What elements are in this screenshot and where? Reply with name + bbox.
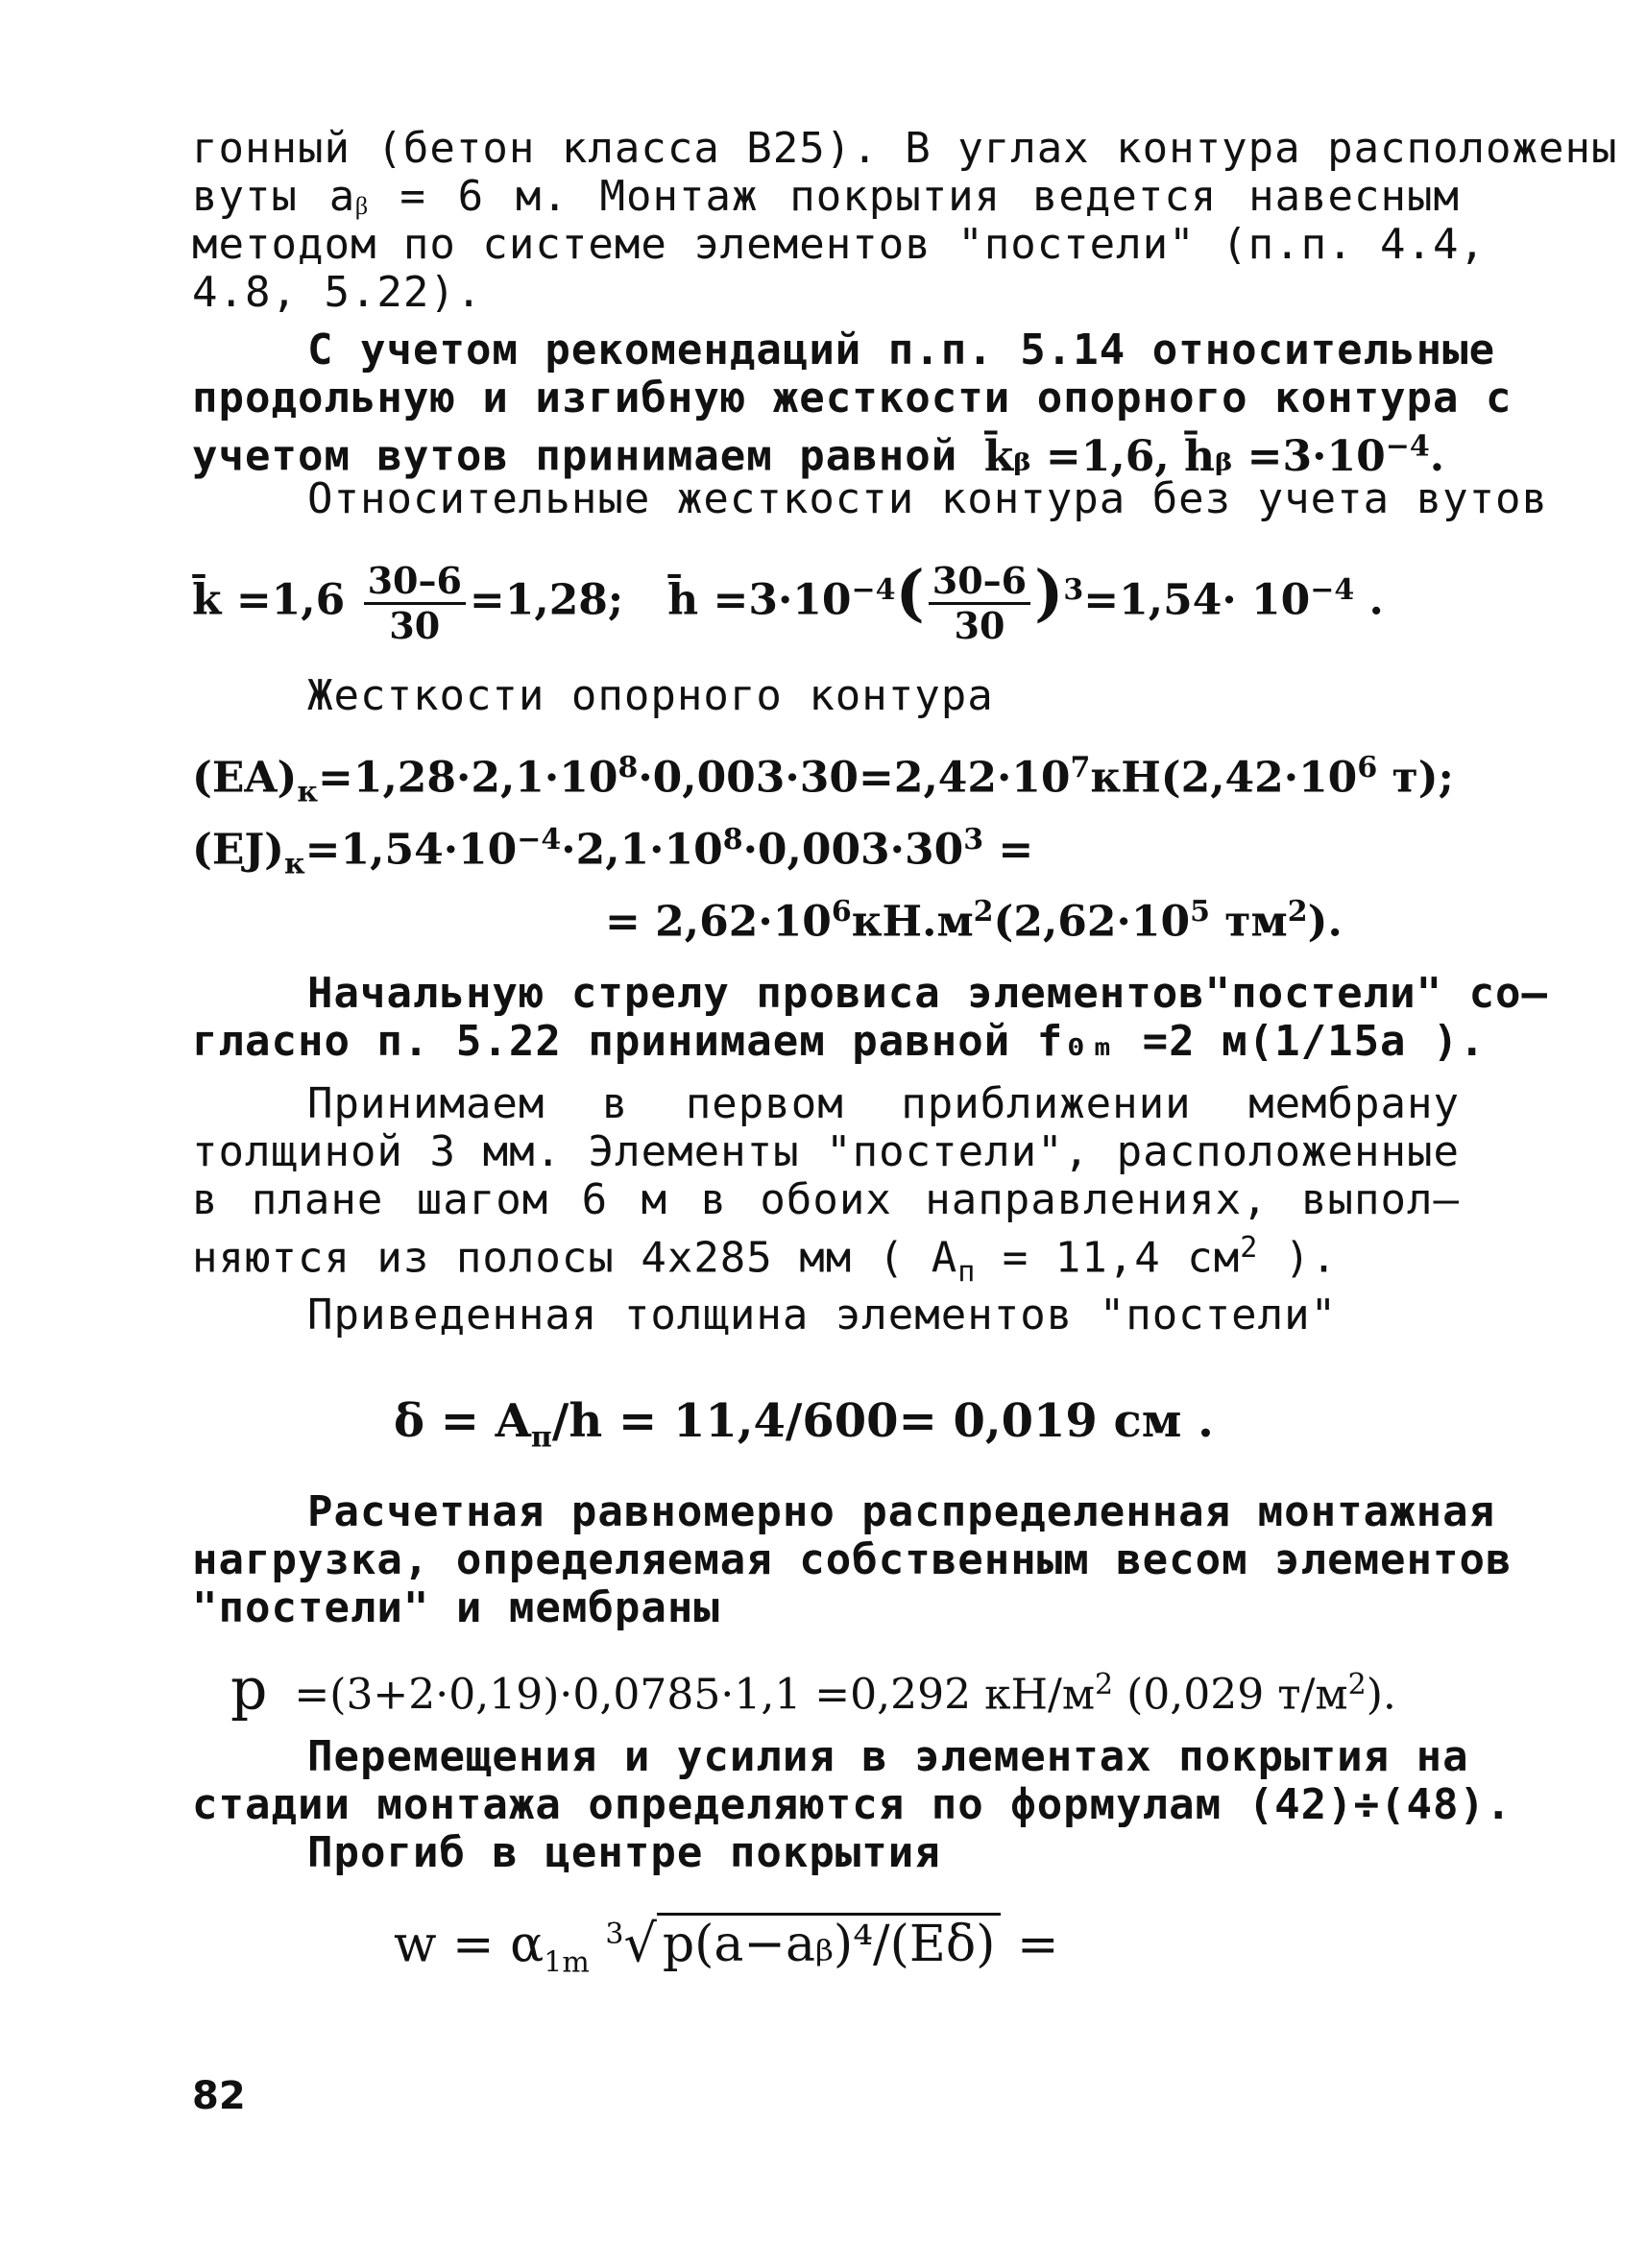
term: = [983, 825, 1034, 875]
delta-rhs: /h = 11,4/600= 0,019 см . [551, 1394, 1214, 1448]
text-line: продольную и изгибную жесткости опорного контура с [192, 374, 1513, 422]
text-line: Приведенная толщина элементов "постели" [307, 1291, 1338, 1339]
exponent: 8 [617, 751, 639, 784]
exponent: 7 [1070, 751, 1091, 784]
exponent: 2 [1095, 1668, 1114, 1701]
term: = 2,62·10 [605, 897, 832, 947]
exponent: 6 [1357, 751, 1378, 784]
text-line: Прогиб в центре покрытия [307, 1828, 941, 1877]
fraction-denominator: 30 [389, 603, 441, 647]
superscript: 2 [1240, 1231, 1259, 1265]
subscript: 1m [544, 1945, 590, 1980]
equation-deflection [394, 1896, 1354, 1983]
fraction-denominator: 30 [954, 603, 1005, 647]
text-line: Расчетная равномерно распределенная монтажная [307, 1487, 1496, 1536]
term: тм [1209, 897, 1288, 947]
equation-reduced-thickness [394, 1394, 1354, 1462]
equation-bending-stiffness [192, 816, 1460, 888]
k-result: =1,28; [469, 575, 624, 625]
radicand: p(a−aᵦ)⁴/(Eδ) [657, 1913, 1002, 1973]
subscript: п [957, 1255, 977, 1290]
k-coefficient: =1,6 [221, 575, 346, 625]
text-line: Начальную стрелу провиса элементов"постели" со– [307, 969, 1549, 1018]
h-coefficient: =3·10 [698, 575, 852, 625]
exponent: 2 [973, 895, 994, 929]
term: ·2,1·10 [561, 825, 723, 875]
equation-relative-stiffness [192, 538, 1460, 647]
term: ). [1307, 897, 1343, 947]
text-line: "постели" и мембраны [192, 1583, 720, 1632]
cube-exponent: 3 [1063, 573, 1084, 607]
text-line: в плане шагом 6 м в обоих направлениях, выпол– [192, 1175, 1460, 1224]
stiffness-base: k̄ᵦ =1,6, h̄ᵦ =3·10 [983, 431, 1386, 481]
term: =1,54·10 [304, 825, 518, 875]
k-symbol: k̄ [192, 575, 222, 625]
exponent: 8 [722, 823, 743, 857]
fraction-numerator: 30–6 [364, 560, 466, 605]
equation-bending-result [605, 888, 1469, 947]
period: . [1368, 575, 1384, 625]
paren-close: ) [1034, 557, 1064, 630]
text-line: Перемещения и усилия в элементах покрытия на [307, 1732, 1469, 1781]
exponent: 2 [1347, 1668, 1367, 1701]
term: кН.м [851, 897, 974, 947]
exponent: 2 [1287, 895, 1308, 929]
text-line: стадии монтажа определяются по формулам (42)÷(48). [192, 1780, 1513, 1829]
exponent: 3 [963, 823, 984, 857]
exponent: −4 [517, 823, 562, 857]
text-line: Относительные жесткости контура без учета вутов [307, 474, 1549, 523]
text-line: нагрузка, определяемая собственным весом элементов [192, 1535, 1513, 1584]
equation-axial-stiffness [192, 744, 1460, 816]
term: =(3+2·0,19)·0,0785·1,1 =0,292 кН/м [294, 1670, 1096, 1720]
h-exponent: −4 [851, 573, 896, 607]
stiffness-values [983, 429, 1445, 481]
term: т); [1377, 753, 1454, 803]
term: (2,62·10 [993, 897, 1191, 947]
text-line: С учетом рекомендаций п.п. 5.14 относительные [307, 326, 1496, 374]
text-fragment: = 11,4 см [976, 1233, 1241, 1283]
fraction-numerator: 30–6 [929, 560, 1030, 605]
root-index: 3 [605, 1918, 624, 1951]
term: ·0,003·30 [742, 825, 964, 875]
term: =1,28·2,1·10 [317, 753, 618, 803]
w-lhs: w = α [394, 1916, 545, 1974]
h-symbol: h̄ [667, 575, 699, 625]
stiffness-exponent: −4 [1385, 429, 1430, 463]
fraction [929, 560, 1030, 647]
text-line: 4.8, 5.22). [192, 268, 483, 317]
text-line: толщиной 3 мм. Элементы "постели", расположенные [192, 1127, 1460, 1176]
fraction [364, 560, 466, 647]
text-fragment: учетом вутов принимаем равной [192, 431, 958, 481]
text-line [192, 422, 1460, 481]
text-fragment: няются из полосы 4х285 мм ( A [192, 1233, 958, 1283]
radical-sign: √ [623, 1913, 657, 1974]
subscript: к [297, 775, 318, 809]
h-result: =1,54· 10 [1083, 575, 1311, 625]
exponent: 5 [1190, 895, 1210, 929]
term: кН(2,42·10 [1090, 753, 1358, 803]
text-line [192, 1224, 1460, 1296]
term: (0,029 т/м [1113, 1670, 1348, 1720]
paren-open: ( [895, 557, 925, 630]
subscript: п [530, 1420, 552, 1455]
subscript: к [284, 847, 305, 881]
ea-symbol: (EA) [192, 753, 298, 803]
page-number: 82 [192, 2074, 246, 2118]
stiffness-end: . [1429, 431, 1445, 481]
equation-load [230, 1655, 1479, 1724]
term: ·0,003·30=2,42·10 [638, 753, 1071, 803]
exponent: 6 [831, 895, 852, 929]
text-fragment: ). [1258, 1233, 1338, 1283]
text-line: вуты aᵦ = 6 м. Монтаж покрытия ведется навесным [192, 172, 1460, 221]
delta-lhs: δ = A [394, 1394, 531, 1448]
ej-symbol: (EJ) [192, 825, 284, 875]
h-result-exponent: −4 [1310, 573, 1355, 607]
p-symbol: p [230, 1655, 268, 1724]
text-line: гонный (бетон класса В25). В углах контура расположены [192, 124, 1618, 173]
equals: = [1001, 1916, 1059, 1974]
text-line: Принимаем в первом приближении мембрану [307, 1079, 1460, 1128]
text-line: Жесткости опорного контура [307, 671, 994, 720]
term: ). [1366, 1670, 1396, 1720]
text-line: гласно п. 5.22 принимаем равной f₀ₘ =2 м(1/15a ). [192, 1017, 1487, 1066]
text-line: методом по системе элементов "постели" (п.п. 4.4, [192, 220, 1487, 269]
